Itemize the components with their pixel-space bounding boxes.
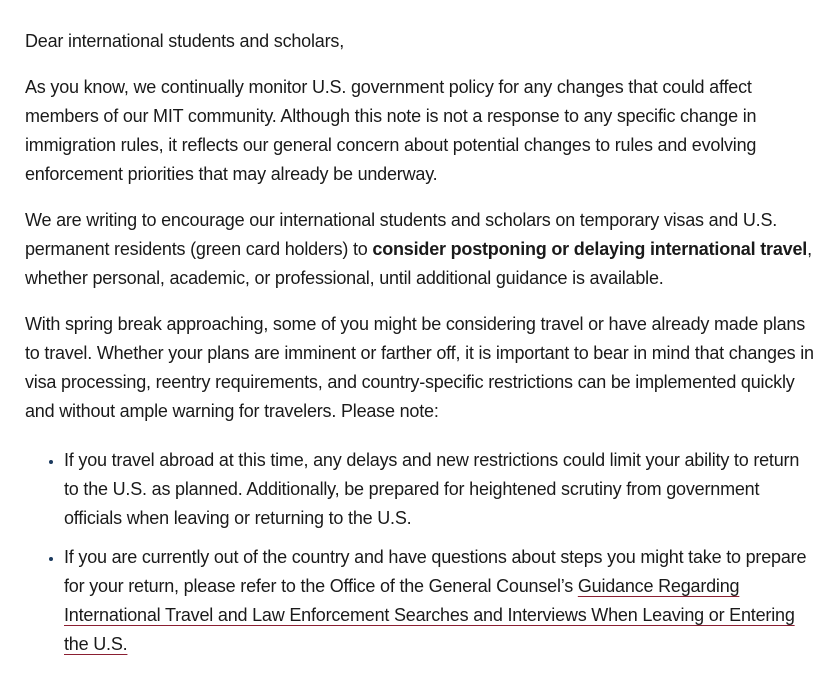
travel-notes-list xyxy=(25,446,815,659)
body-text: With spring break approaching, some of you might be considering travel or have already made plans to travel. Whether your plans are imminent or farther off, it is important to bear in mind that changes in visa processing, reentry requirements, and country-specific restrictions can be implemented quickly and without ample warning for travelers. Please note: xyxy=(25,314,814,421)
body-text: If you are currently out of the country and have questions about steps you might take to prepare for your return, please refer to the Office of the General Counsel’s xyxy=(64,547,807,596)
guidance-link[interactable]: Guidance Regarding International Travel and Law Enforcement Searches and Interviews When Leaving or Entering the U.S. xyxy=(64,576,795,654)
body-text: , whether personal, academic, or professional, until additional guidance is available. xyxy=(25,239,812,288)
paragraph-spring-break xyxy=(25,310,815,426)
body-text: We are writing to encourage our international students and scholars on temporary visas and U.S. permanent residents (green card holders) to xyxy=(25,210,778,259)
body-text: If you travel abroad at this time, any delays and new restrictions could limit your ability to return to the U.S. as planned. Additionally, be prepared for heightened scrutiny from government officials when leaving or returning to the U.S. xyxy=(64,450,800,528)
salutation: Dear international students and scholars, xyxy=(25,31,344,51)
list-item-travel-abroad-warning xyxy=(64,446,815,533)
body-text: As you know, we continually monitor U.S. government policy for any changes that could affect members of our MIT community. Although this note is not a response to any specific change in immigration rules, it reflects our general concern about potential changes to rules and evolving enforcement priorities that may already be underway. xyxy=(25,77,757,184)
paragraph-travel-recommendation xyxy=(25,206,815,293)
paragraph-monitoring-policy xyxy=(25,73,815,189)
list-item-out-of-country-guidance xyxy=(64,543,815,659)
bold-emphasis-text: consider postponing or delaying international travel xyxy=(372,239,808,259)
